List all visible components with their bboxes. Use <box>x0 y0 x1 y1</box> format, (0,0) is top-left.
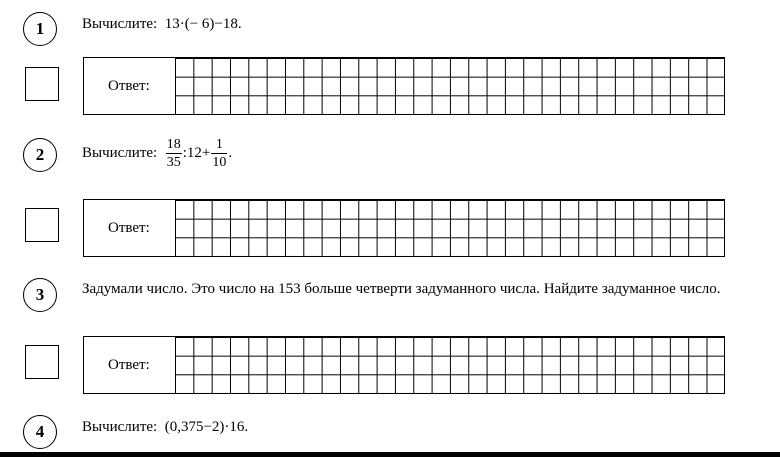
task-1-text <box>82 15 242 33</box>
task-2-middle: :12+ <box>182 144 211 161</box>
task-number-3: 3 <box>23 278 57 312</box>
fraction-1-numerator: 18 <box>166 137 181 152</box>
answer-label-2: Ответ: <box>108 220 150 236</box>
score-box-1[interactable] <box>25 67 59 101</box>
fraction-2-numerator: 1 <box>211 137 227 154</box>
task-3-text: Задумали число. Это число на 153 больше четверти задуманного числа. Найдите задуманное число. <box>82 281 721 297</box>
fraction-2 <box>211 137 227 170</box>
task-4-prefix: Вычислите: <box>82 419 158 435</box>
task-number-2: 2 <box>23 138 57 172</box>
answer-box-1 <box>83 57 725 115</box>
answer-label-1: Ответ: <box>108 78 150 94</box>
task-4-expression: (0,375−2)·16. <box>164 419 249 435</box>
answer-box-3 <box>83 336 725 394</box>
task-1-prefix: Вычислите: <box>82 16 158 32</box>
page-bottom-rule <box>0 452 780 457</box>
answer-grid-3[interactable] <box>175 337 725 393</box>
score-box-3[interactable] <box>25 345 59 379</box>
task-number-1: 1 <box>23 12 57 46</box>
fraction-1 <box>166 137 182 170</box>
fraction-1-denominator: 35 <box>166 155 181 170</box>
answer-grid-1[interactable] <box>175 58 725 114</box>
answer-grid-2[interactable] <box>175 200 725 256</box>
answer-box-2 <box>83 199 725 257</box>
fraction-2-denominator: 10 <box>212 155 227 170</box>
task-2-prefix: Вычислите: <box>82 144 158 161</box>
task-4-text <box>82 418 248 436</box>
task-number-4: 4 <box>23 415 57 449</box>
answer-label-3: Ответ: <box>108 357 150 373</box>
score-box-2[interactable] <box>25 208 59 242</box>
task-2-suffix: . <box>228 144 233 161</box>
task-2-text <box>82 137 232 170</box>
task-1-expression: 13·(− 6)−18. <box>164 16 242 32</box>
